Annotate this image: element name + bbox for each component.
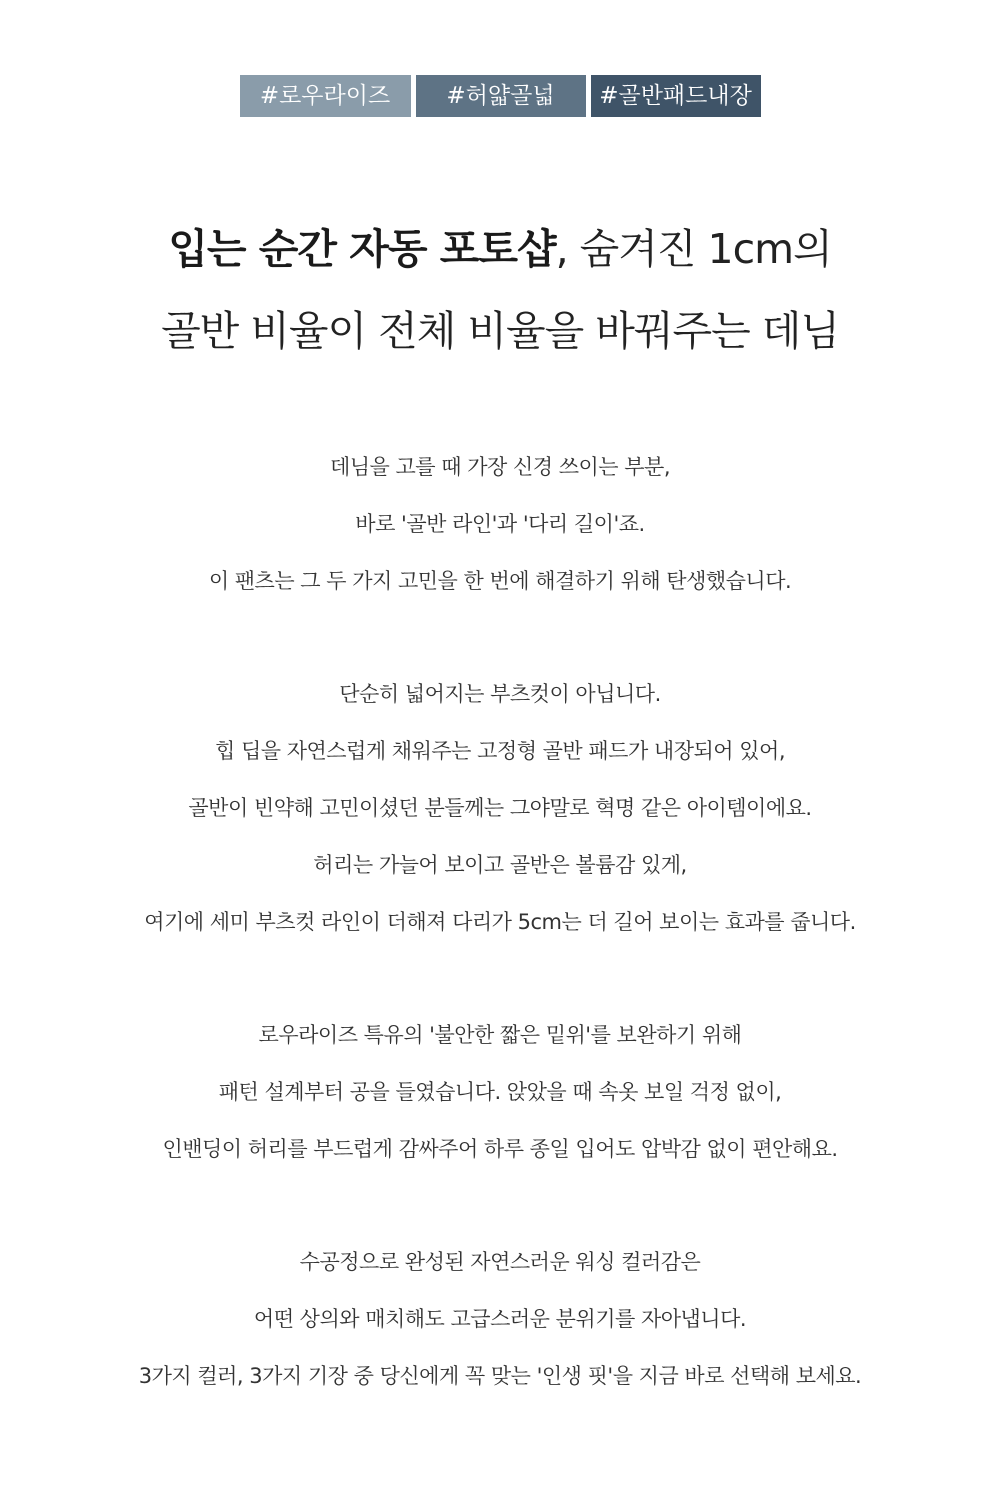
paragraph-line: 수공정으로 완성된 자연스러운 워싱 컬러감은 bbox=[299, 1250, 701, 1274]
paragraph-line: 어떤 상의와 매치해도 고급스러운 분위기를 자아냅니다. bbox=[253, 1307, 747, 1331]
headline-bold-text: 입는 순간 자동 포토샵 bbox=[168, 225, 556, 273]
paragraph-line: 인밴딩이 허리를 부드럽게 감싸주어 하루 종일 입어도 압박감 없이 편안해요. bbox=[162, 1137, 838, 1161]
paragraph-line: 이 팬츠는 그 두 가지 고민을 한 번에 해결하기 위해 탄생했습니다. bbox=[208, 569, 792, 593]
paragraph-line: 데님을 고를 때 가장 신경 쓰이는 부분, bbox=[329, 455, 671, 479]
paragraph-rise bbox=[0, 1010, 1000, 1181]
headline-rest-text: , 숨겨진 1cm의 bbox=[555, 225, 832, 273]
paragraph-line: 골반이 빈약해 고민이셨던 분들께는 그야말로 혁명 같은 아이템이에요. bbox=[188, 796, 812, 820]
paragraph-line: 단순히 넓어지는 부츠컷이 아닙니다. bbox=[339, 682, 661, 706]
paragraph-line: 3가지 컬러, 3가지 기장 중 당신에게 꼭 맞는 '인생 핏'을 지금 바로 선택해 보세요. bbox=[138, 1364, 862, 1388]
headline-line-1 bbox=[0, 208, 1000, 290]
paragraph-line: 허리는 가늘어 보이고 골반은 볼륨감 있게, bbox=[313, 853, 687, 877]
hashtag-slim-waist-wide-hip: #허얇골넓 bbox=[416, 75, 586, 117]
paragraph-line: 바로 '골반 라인'과 '다리 길이'죠. bbox=[355, 512, 645, 536]
hashtag-hip-pad: #골반패드내장 bbox=[591, 75, 761, 117]
description-body bbox=[0, 442, 1000, 1464]
headline-line-2: 골반 비율이 전체 비율을 바꿔주는 데님 bbox=[161, 307, 839, 355]
paragraph-line: 힙 딥을 자연스럽게 채워주는 고정형 골반 패드가 내장되어 있어, bbox=[214, 739, 785, 763]
paragraph-line: 패턴 설계부터 공을 들였습니다. 앉았을 때 속옷 보일 걱정 없이, bbox=[218, 1080, 782, 1104]
headline bbox=[0, 208, 1000, 372]
paragraph-line: 로우라이즈 특유의 '불안한 짧은 밑위'를 보완하기 위해 bbox=[258, 1023, 742, 1047]
paragraph-washing bbox=[0, 1237, 1000, 1408]
paragraph-intro bbox=[0, 442, 1000, 613]
paragraph-hip-pad bbox=[0, 669, 1000, 954]
paragraph-line: 여기에 세미 부츠컷 라인이 더해져 다리가 5cm는 더 길어 보이는 효과를 줍니다. bbox=[144, 910, 856, 934]
hashtag-row bbox=[0, 75, 1000, 117]
hashtag-low-rise: #로우라이즈 bbox=[240, 75, 411, 117]
